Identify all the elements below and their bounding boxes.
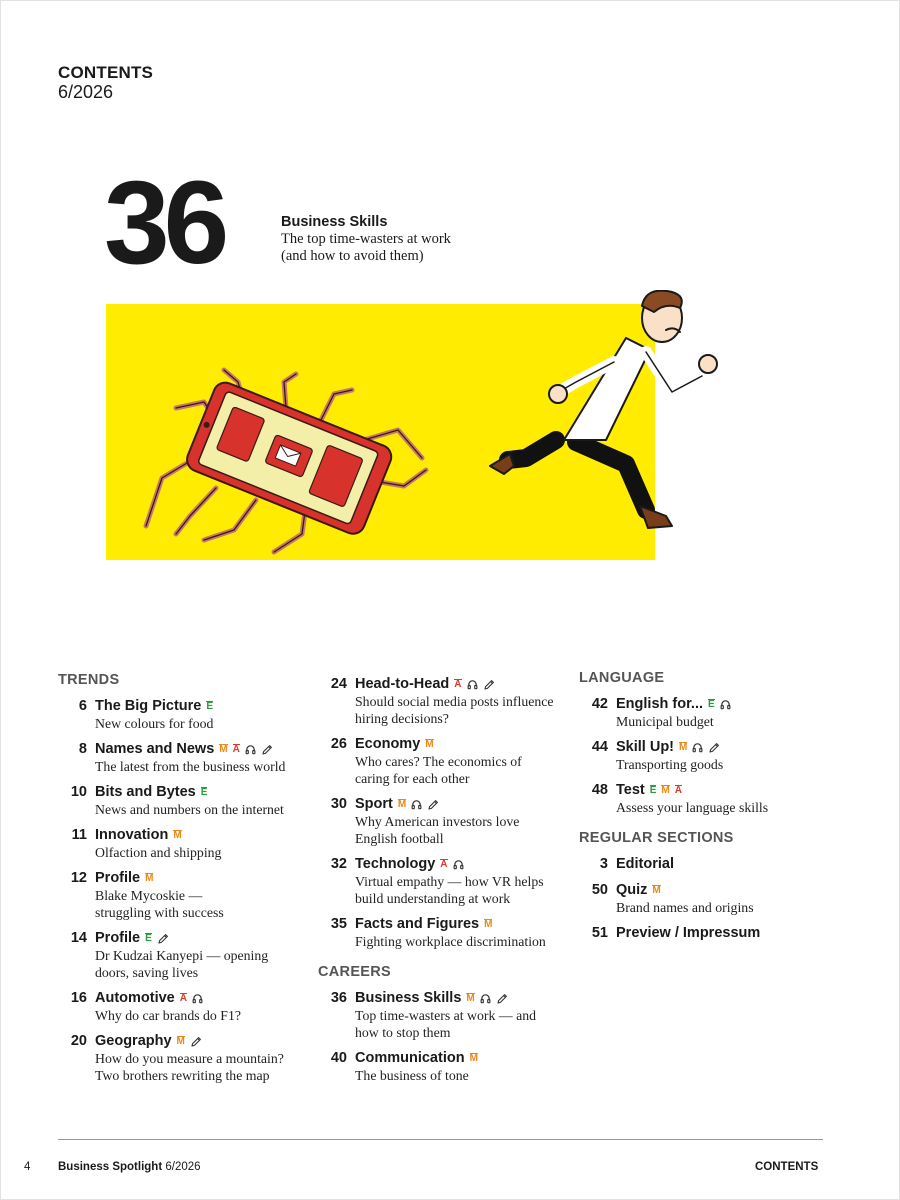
entry-page-number: 32 <box>330 856 347 872</box>
entry-title: The Big Picture <box>95 698 202 714</box>
entry-description: Why do car brands do F1? <box>95 1008 241 1023</box>
entry-title: Economy <box>355 736 421 752</box>
level-badge-m: M <box>173 830 182 841</box>
entry-description: caring for each other <box>355 771 470 786</box>
entry-page-number: 20 <box>70 1033 87 1049</box>
pencil-icon <box>483 679 495 691</box>
entry-body <box>95 698 213 732</box>
entry-body <box>355 1050 478 1084</box>
entry-body <box>95 870 224 921</box>
entry-body <box>95 1033 284 1084</box>
headphones-icon <box>692 742 703 753</box>
level-badge-e: E <box>708 699 715 710</box>
section-heading: TRENDS <box>58 672 120 688</box>
entry-title-row <box>355 990 536 1007</box>
entry-description: how to stop them <box>355 1025 451 1040</box>
toc-section <box>58 672 303 1084</box>
toc-entry[interactable] <box>318 916 573 950</box>
entry-title: Profile <box>95 870 141 886</box>
footer-page-number: 4 <box>24 1161 31 1173</box>
entry-page-number: 24 <box>330 676 347 692</box>
entry-page-number: 40 <box>330 1050 347 1066</box>
entry-description: Brand names and origins <box>616 900 754 915</box>
footer-rule <box>58 1139 823 1140</box>
entry-title-row <box>95 1033 284 1050</box>
toc-entry[interactable] <box>58 1033 303 1084</box>
toc-entry[interactable] <box>579 882 824 916</box>
entry-body <box>616 782 768 816</box>
level-badge-m: M <box>176 1036 185 1047</box>
toc-entry[interactable] <box>579 696 824 730</box>
toc-section <box>318 676 573 950</box>
toc-entry[interactable] <box>579 782 824 816</box>
entry-title: Profile <box>95 930 141 946</box>
entry-description: Should social media posts influence <box>355 694 554 709</box>
headphones-icon <box>467 679 478 690</box>
entry-description: doors, saving lives <box>95 965 199 980</box>
entry-body <box>616 925 760 942</box>
pencil-icon <box>496 993 508 1005</box>
entry-title-row <box>355 1050 478 1067</box>
toc-section <box>579 830 824 942</box>
entry-description: Why American investors love <box>355 814 520 829</box>
entry-title-row <box>95 698 213 715</box>
entry-title: Innovation <box>95 827 169 843</box>
pencil-icon <box>190 1036 202 1048</box>
entry-title: Test <box>616 782 645 798</box>
entry-description: hiring decisions? <box>355 711 449 726</box>
pencil-icon <box>157 933 169 945</box>
level-badge-m: M <box>425 739 434 750</box>
toc-entry[interactable] <box>318 1050 573 1084</box>
entry-description: Assess your language skills <box>616 800 769 815</box>
headphones-icon <box>192 993 203 1004</box>
entry-page-number: 10 <box>70 784 87 800</box>
entry-page-number: 11 <box>71 827 87 843</box>
level-badge-e: E <box>145 933 152 944</box>
entry-body <box>355 990 536 1041</box>
toc-section <box>579 670 824 816</box>
entry-title: Facts and Figures <box>355 916 480 932</box>
entry-description: New colours for food <box>95 716 214 731</box>
section-heading: LANGUAGE <box>579 670 665 686</box>
level-badge-a: A <box>179 993 187 1004</box>
toc-column-3 <box>579 670 824 951</box>
entry-description: Who cares? The economics of <box>355 754 522 769</box>
entry-body <box>355 736 522 787</box>
entry-title: Business Skills <box>355 990 462 1006</box>
entry-page-number: 44 <box>591 739 608 755</box>
feature-desc-line2: (and how to avoid them) <box>281 248 424 264</box>
entry-title: Head-to-Head <box>355 676 450 692</box>
entry-page-number: 35 <box>330 916 347 932</box>
toc-entry[interactable] <box>579 925 824 942</box>
toc-column-2 <box>318 676 573 1093</box>
hero-illustration <box>106 290 746 570</box>
entry-title: Sport <box>355 796 393 812</box>
entry-description: The business of tone <box>355 1068 469 1083</box>
entry-title: Editorial <box>616 856 675 872</box>
entry-title-row <box>95 741 285 758</box>
section-heading: CAREERS <box>318 964 391 980</box>
entry-title-row <box>616 739 723 756</box>
toc-entry[interactable] <box>58 784 303 818</box>
toc-entry[interactable] <box>58 827 303 861</box>
entry-title: Skill Up! <box>616 739 675 755</box>
level-badge-a: A <box>454 679 462 690</box>
level-badge-a: A <box>674 785 682 796</box>
entry-title: Communication <box>355 1050 465 1066</box>
page-header <box>58 64 153 102</box>
level-badge-m: M <box>145 873 154 884</box>
entry-description: News and numbers on the internet <box>95 802 284 817</box>
entry-body <box>95 930 268 981</box>
entry-description: build understanding at work <box>355 891 511 906</box>
entry-page-number: 48 <box>591 782 608 798</box>
entry-title-row <box>355 736 522 753</box>
entry-title-row <box>616 696 731 713</box>
issue-number: 6/2026 <box>58 82 114 102</box>
level-badge-m: M <box>397 799 407 810</box>
entry-page-number: 50 <box>591 882 608 898</box>
toc-column-1 <box>58 672 303 1093</box>
entry-title-row <box>355 796 519 813</box>
entry-description: The latest from the business world <box>95 759 286 774</box>
level-badge-m: M <box>679 742 688 753</box>
footer-magazine-name: Business Spotlight <box>58 1161 163 1173</box>
entry-title-row <box>95 990 241 1007</box>
entry-title-row <box>95 930 268 947</box>
entry-description: struggling with success <box>95 905 224 920</box>
entry-title-row <box>616 925 760 942</box>
entry-title-row <box>616 782 768 799</box>
entry-page-number: 42 <box>591 696 608 712</box>
toc-entry[interactable] <box>58 870 303 921</box>
entry-body <box>616 696 731 730</box>
headphones-icon <box>453 859 464 870</box>
entry-page-number: 26 <box>330 736 347 752</box>
entry-title-row <box>616 856 674 873</box>
entry-description: Transporting goods <box>616 757 724 772</box>
toc-entry[interactable] <box>579 856 824 873</box>
entry-title-row <box>355 676 554 693</box>
toc-entry[interactable] <box>318 990 573 1041</box>
toc-entry[interactable] <box>58 990 303 1024</box>
entry-description: English football <box>355 831 444 846</box>
level-badge-m: M <box>484 919 493 930</box>
entry-body <box>355 916 546 950</box>
toc-entry[interactable] <box>58 741 303 775</box>
entry-description: Virtual empathy — how VR helps <box>355 874 544 889</box>
level-badge-m: M <box>652 885 661 896</box>
level-badge-m: M <box>219 744 228 755</box>
entry-description: Two brothers rewriting the map <box>95 1068 270 1083</box>
level-badge-m: M <box>469 1053 478 1064</box>
entry-title: Preview / Impressum <box>616 925 761 941</box>
toc-entry[interactable] <box>58 930 303 981</box>
entry-title: Bits and Bytes <box>95 784 196 800</box>
entry-description: How do you measure a mountain? <box>95 1051 284 1066</box>
headphones-icon <box>245 744 256 755</box>
entry-description: Olfaction and shipping <box>95 845 222 860</box>
entry-body <box>355 796 519 847</box>
headphones-icon <box>411 799 422 810</box>
entry-body <box>616 856 674 873</box>
entry-body <box>95 784 284 818</box>
contents-label: CONTENTS <box>58 63 154 82</box>
entry-page-number: 51 <box>591 925 608 941</box>
feature-teaser[interactable] <box>281 214 451 265</box>
entry-page-number: 12 <box>70 870 87 886</box>
toc-entry[interactable] <box>579 739 824 773</box>
toc-entry[interactable] <box>318 796 573 847</box>
entry-description: Blake Mycoskie — <box>95 888 203 903</box>
entry-body <box>355 676 554 727</box>
entry-page-number: 8 <box>78 741 87 757</box>
entry-page-number: 30 <box>330 796 347 812</box>
entry-description: Municipal budget <box>616 714 714 729</box>
feature-title: Business Skills <box>281 214 388 230</box>
entry-title: Geography <box>95 1033 172 1049</box>
entry-title-row <box>616 882 754 899</box>
entry-page-number: 14 <box>70 930 87 946</box>
level-badge-e: E <box>206 701 214 712</box>
level-badge-e: E <box>200 787 208 798</box>
entry-title: English for... <box>616 696 704 712</box>
entry-title-row <box>355 856 544 873</box>
entry-title-row <box>95 870 224 887</box>
entry-body <box>616 739 723 773</box>
toc-entry[interactable] <box>318 676 573 727</box>
level-badge-m: M <box>661 785 670 796</box>
toc-entry[interactable] <box>318 856 573 907</box>
footer-magazine <box>58 1160 201 1174</box>
headphones-icon <box>720 699 731 710</box>
section-heading: REGULAR SECTIONS <box>579 830 734 846</box>
level-badge-a: A <box>440 859 448 870</box>
level-badge-m: M <box>466 993 475 1004</box>
entry-page-number: 6 <box>78 698 87 714</box>
entry-body <box>95 741 285 775</box>
entry-title: Names and News <box>95 741 215 757</box>
level-badge-e: E <box>649 785 657 796</box>
pencil-icon <box>708 742 720 754</box>
entry-title: Technology <box>355 856 436 872</box>
entry-description: Fighting workplace discrimination <box>355 934 546 949</box>
entry-body <box>355 856 544 907</box>
entry-title-row <box>95 784 284 801</box>
entry-page-number: 16 <box>70 990 87 1006</box>
footer-issue: 6/2026 <box>165 1161 201 1173</box>
toc-section <box>318 964 573 1084</box>
pencil-icon <box>427 799 439 811</box>
headphones-icon <box>480 993 491 1004</box>
entry-description: Top time-wasters at work — and <box>355 1008 537 1023</box>
footer-section: CONTENTS <box>755 1161 819 1173</box>
entry-title: Quiz <box>616 882 648 898</box>
entry-body <box>616 882 754 916</box>
entry-body <box>95 990 241 1024</box>
entry-page-number: 36 <box>330 990 347 1006</box>
entry-title-row <box>95 827 221 844</box>
toc-entry[interactable] <box>58 698 303 732</box>
entry-title-row <box>355 916 546 933</box>
entry-body <box>95 827 221 861</box>
feature-desc-line1: The top time-wasters at work <box>281 231 451 247</box>
feature-page-number[interactable]: 36 <box>104 157 224 289</box>
toc-entry[interactable] <box>318 736 573 787</box>
entry-description: Dr Kudzai Kanyepi — opening <box>95 948 269 963</box>
entry-title: Automotive <box>95 990 175 1006</box>
level-badge-a: A <box>232 744 240 755</box>
pencil-icon <box>261 744 273 756</box>
entry-page-number: 3 <box>599 856 608 872</box>
